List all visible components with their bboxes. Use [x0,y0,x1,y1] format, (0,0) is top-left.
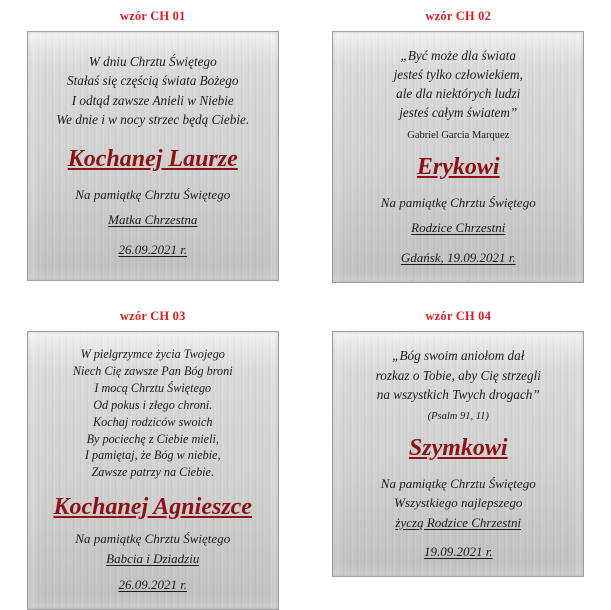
plate-cell-ch02 [306,0,611,300]
signature-ch01: Matka Chrzestna [108,212,198,228]
signature-ch02: Rodzice Chrzestni [411,220,506,236]
verse-line: I pamiętaj, że Bóg w niebie, [84,448,221,463]
verse-line: By pociechę z Ciebie mieli, [86,431,219,446]
verse-line: I odtąd zawsze Anieli w Niebie [71,92,234,108]
plate-cell-ch04 [306,300,611,610]
plate-caption-ch04: wzór CH 04 [425,309,492,324]
verse-line: jesteś całym światem” [399,105,518,121]
verse-line: jesteś tylko człowiekiem, [393,67,523,83]
signature-ch03: Babcia i Dziadziu [106,550,200,566]
date-ch01: 26.09.2021 r. [118,241,188,257]
plate-cell-ch03 [0,300,306,610]
attribution-ch04: (Psalm 91, 11) [427,410,489,422]
verse-line: Od pokus i złego chroni. [93,397,213,412]
engraved-plate-ch03[interactable] [27,331,279,610]
verse-line: ale dla niektórych ludzi [396,86,521,102]
plate-caption-ch01: wzór CH 01 [119,9,186,23]
plate-caption-ch03: wzór CH 03 [119,309,186,324]
attribution-ch02: Gabriel Garcia Marquez [407,129,510,141]
dedication-line-ch02: Na pamiątkę Chrztu Świętego [380,194,536,210]
verse-line: W pielgrzymce życia Twojego [80,347,225,362]
verse-line: I mocą Chrztu Świętego [94,381,212,396]
dedication-line-ch03: Na pamiątkę Chrztu Świętego [75,531,231,546]
verse-line: Zawsze patrzy na Ciebie. [91,465,215,480]
plate-caption-ch02: wzór CH 02 [425,9,492,23]
engraved-plate-ch04[interactable] [332,331,584,577]
verse-line: rozkaz o Tobie, aby Cię strzegli [375,367,541,383]
signature-ch04: życzą Rodzice Chrzestni [395,514,522,530]
dedication-line-ch01: Na pamiątkę Chrztu Świętego [75,186,231,202]
date-ch02: Gdańsk, 19.09.2021 r. [400,249,516,265]
verse-block-ch02 [394,46,523,123]
verse-line: We dnie i w nocy strzec będą Ciebie. [56,111,250,127]
recipient-name-ch01: Kochanej Laurze [67,145,238,172]
verse-line: Niech Cię zawsze Pan Bóg broni [72,364,233,379]
verse-line: Kochaj rodziców swoich [93,414,213,429]
recipient-name-ch04: Szymkowi [408,434,508,461]
engraved-plate-ch02[interactable] [332,31,584,283]
verse-line: W dniu Chrztu Świętego [88,54,217,70]
verse-block-ch01 [56,52,249,129]
verse-line: „Być może dla świata [400,48,516,63]
verse-line: Stałaś się częścią świata Bożego [67,73,239,89]
verse-line: „Bóg swoim aniołom dał [392,348,525,364]
date-ch04: 19.09.2021 r. [423,544,493,560]
date-ch03: 26.09.2021 r. [118,577,188,592]
verse-line: na wszystkich Twych drogach” [376,386,540,402]
recipient-name-ch03: Kochanej Agnieszce [53,494,252,520]
engraved-plate-ch01[interactable] [27,31,279,281]
dedication-line-ch04: Na pamiątkę Chrztu Świętego [380,475,536,491]
recipient-name-ch02: Erykowi [416,153,500,180]
verse-block-ch04 [376,346,541,403]
dedication-line-ch04-b: Wszystkiego najlepszego [394,495,523,511]
verse-block-ch03 [73,346,233,481]
plate-cell-ch01 [0,0,306,300]
